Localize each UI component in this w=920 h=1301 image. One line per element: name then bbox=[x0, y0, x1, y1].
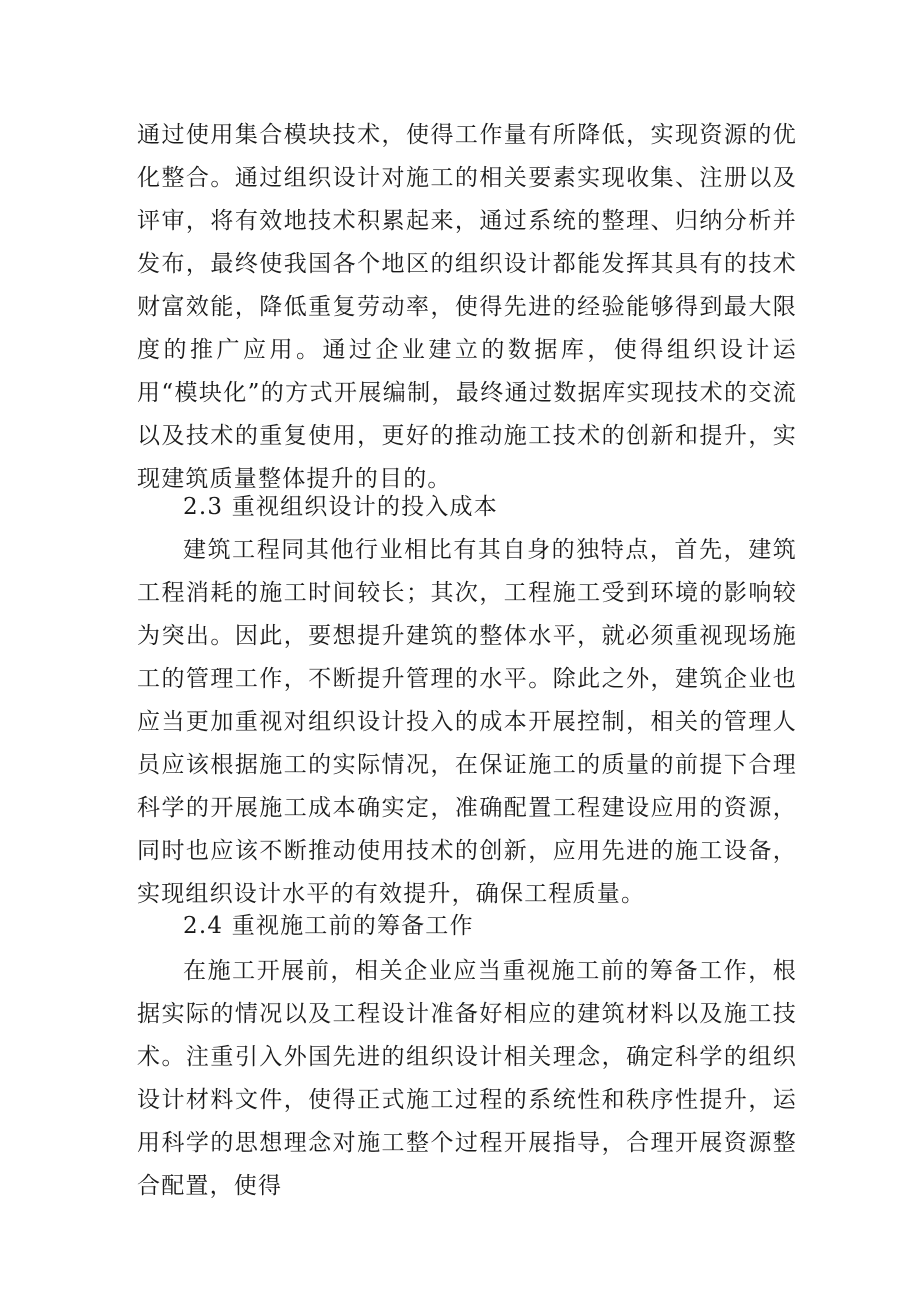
paragraph-section-2-3: 建筑工程同其他行业相比有其自身的独特点，首先，建筑工程消耗的施工时间较长；其次，工程施工受到环境的影响较为突出。因此，要想提升建筑的整体水平，就必须重视现场施工的管理工作，不断提升管理的水平。除此之外，建筑企业也应当更加重视对组织设计投入的成本开展控制，相关的管理人员应该根据施工的实际情况，在保证施工的质量的前提下合理科学的开展施工成本确实定，准确配置工程建设应用的资源，同时也应该不断推动使用技术的创新，应用先进的施工设备，实现组织设计水平的有效提升，确保工程质量。 bbox=[137, 537, 797, 907]
section-heading-2-3: 2.3 重视组织设计的投入成本 bbox=[183, 494, 498, 520]
paragraph-section-2-4: 在施工开展前，相关企业应当重视施工前的筹备工作，根据实际的情况以及工程设计准备好相应的建筑材料以及施工技术。注重引入外国先进的组织设计相关理念，确定科学的组织设计材料文件，使得正式施工过程的系统性和秩序性提升，运用科学的思想理念对施工整个过程开展指导，合理开展资源整合配置，使得 bbox=[137, 958, 797, 1199]
paragraph-continued: 通过使用集合模块技术，使得工作量有所降低，实现资源的优化整合。通过组织设计对施工的相关要素实现收集、注册以及评审，将有效地技术积累起来，通过系统的整理、归纳分析并发布，最终使我国各个地区的组织设计都能发挥其具有的技术财富效能，降低重复劳动率，使得先进的经验能够得到最大限度的推广应用。通过企业建立的数据库，使得组织设计运用“模块化”的方式开展编制，最终通过数据库实现技术的交流以及技术的重复使用，更好的推动施工技术的创新和提升，实现建筑质量整体提升的目的。 bbox=[137, 122, 797, 492]
section-heading-2-4: 2.4 重视施工前的筹备工作 bbox=[183, 913, 474, 939]
